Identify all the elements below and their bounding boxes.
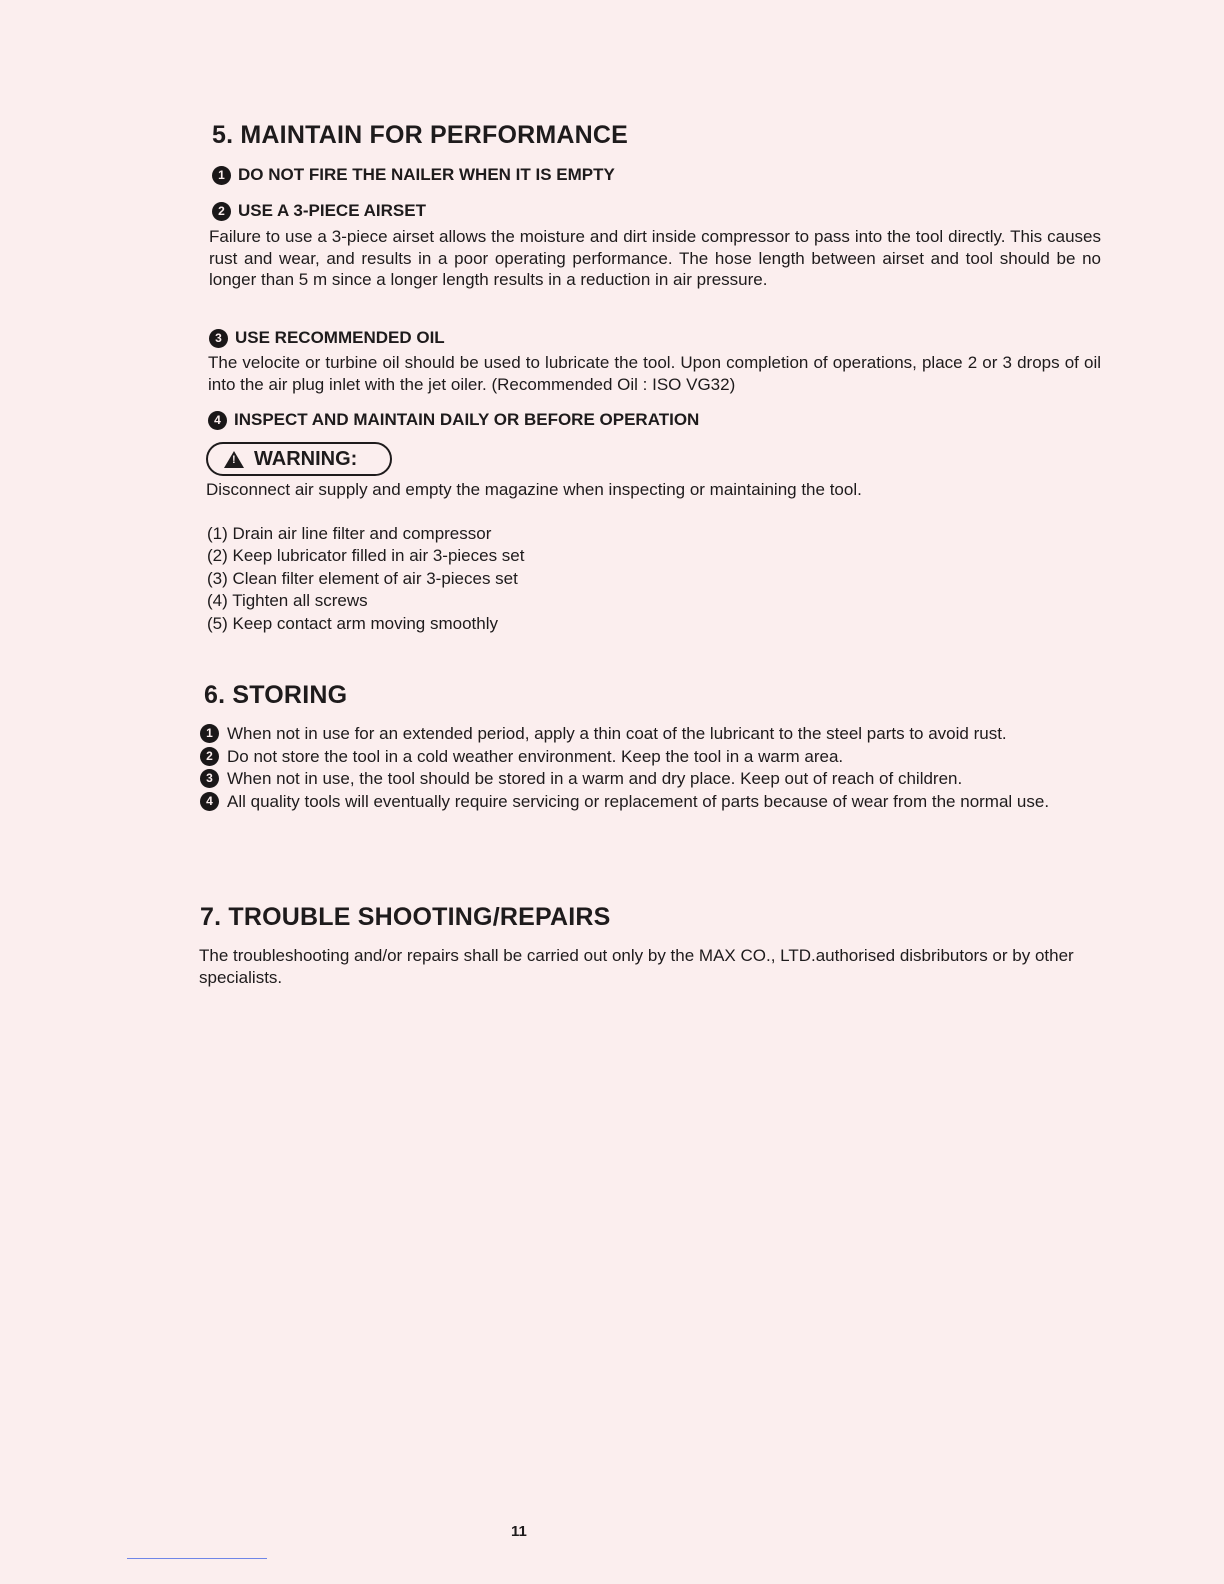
- item-5-2-heading: [212, 201, 426, 221]
- number-2-icon: 2: [200, 747, 219, 766]
- heading-text: USE RECOMMENDED OIL: [235, 328, 445, 347]
- item-5-4-heading: [208, 410, 699, 430]
- item-5-1-heading: [212, 165, 615, 185]
- item-text: Do not store the tool in a cold weather environment. Keep the tool in a warm area.: [227, 746, 844, 766]
- number-3-icon: 3: [209, 329, 228, 348]
- warning-triangle-icon: [224, 451, 244, 468]
- section-7-title: 7. TROUBLE SHOOTING/REPAIRS: [200, 903, 611, 931]
- warning-badge: [206, 442, 392, 476]
- list-item: [200, 791, 1094, 813]
- item-text: All quality tools will eventually require servicing or replacement of parts because of wear from the normal use.: [227, 791, 1050, 811]
- number-4-icon: 4: [208, 411, 227, 430]
- footer-line: [127, 1558, 267, 1559]
- item-text: When not in use, the tool should be stored in a warm and dry place. Keep out of reach of children.: [227, 769, 963, 788]
- page-number: 11: [511, 1523, 527, 1540]
- warning-label: WARNING:: [254, 447, 358, 470]
- section-5-title: 5. MAINTAIN FOR PERFORMANCE: [212, 121, 629, 149]
- storing-list: [200, 723, 1094, 813]
- number-1-icon: 1: [200, 724, 219, 743]
- list-item: [200, 768, 1094, 790]
- number-2-icon: 2: [212, 202, 231, 221]
- heading-text: INSPECT AND MAINTAIN DAILY OR BEFORE OPERATION: [234, 410, 700, 429]
- number-3-icon: 3: [200, 769, 219, 788]
- repairs-paragraph: The troubleshooting and/or repairs shall be carried out only by the MAX CO., LTD.authorised disbributors or by other specialists.: [199, 946, 1074, 987]
- list-item: (4) Tighten all screws: [207, 591, 368, 611]
- list-item: (3) Clean filter element of air 3-pieces set: [207, 568, 518, 588]
- heading-text: USE A 3-PIECE AIRSET: [238, 201, 426, 220]
- item-text: When not in use for an extended period, apply a thin coat of the lubricant to the steel parts to avoid rust.: [227, 724, 1007, 743]
- number-4-icon: 4: [200, 792, 219, 811]
- list-item: (5) Keep contact arm moving smoothly: [207, 613, 499, 633]
- list-item: (1) Drain air line filter and compressor: [207, 524, 492, 543]
- airset-paragraph: Failure to use a 3-piece airset allows the moisture and dirt inside compressor to pass into the tool directly. This causes rust and wear, and results in a poor operating performance. The hose length between airset and tool should be no longer than 5 m since a longer length results in a reduction in air pressure.: [209, 227, 1101, 289]
- number-1-icon: 1: [212, 166, 231, 185]
- heading-text: DO NOT FIRE THE NAILER WHEN IT IS EMPTY: [238, 165, 615, 184]
- list-item: (2) Keep lubricator filled in air 3-pieces set: [207, 546, 525, 566]
- section-6-title: 6. STORING: [204, 681, 348, 709]
- maintenance-checklist: [207, 523, 524, 635]
- warning-text: Disconnect air supply and empty the magazine when inspecting or maintaining the tool.: [206, 480, 862, 499]
- list-item: [200, 723, 1094, 745]
- list-item: [200, 746, 1094, 768]
- item-5-3-heading: [209, 328, 445, 348]
- oil-paragraph: The velocite or turbine oil should be used to lubricate the tool. Upon completion of operations, place 2 or 3 drops of oil into the air plug inlet with the jet oiler. (Recommended Oil : ISO VG32): [208, 353, 1101, 394]
